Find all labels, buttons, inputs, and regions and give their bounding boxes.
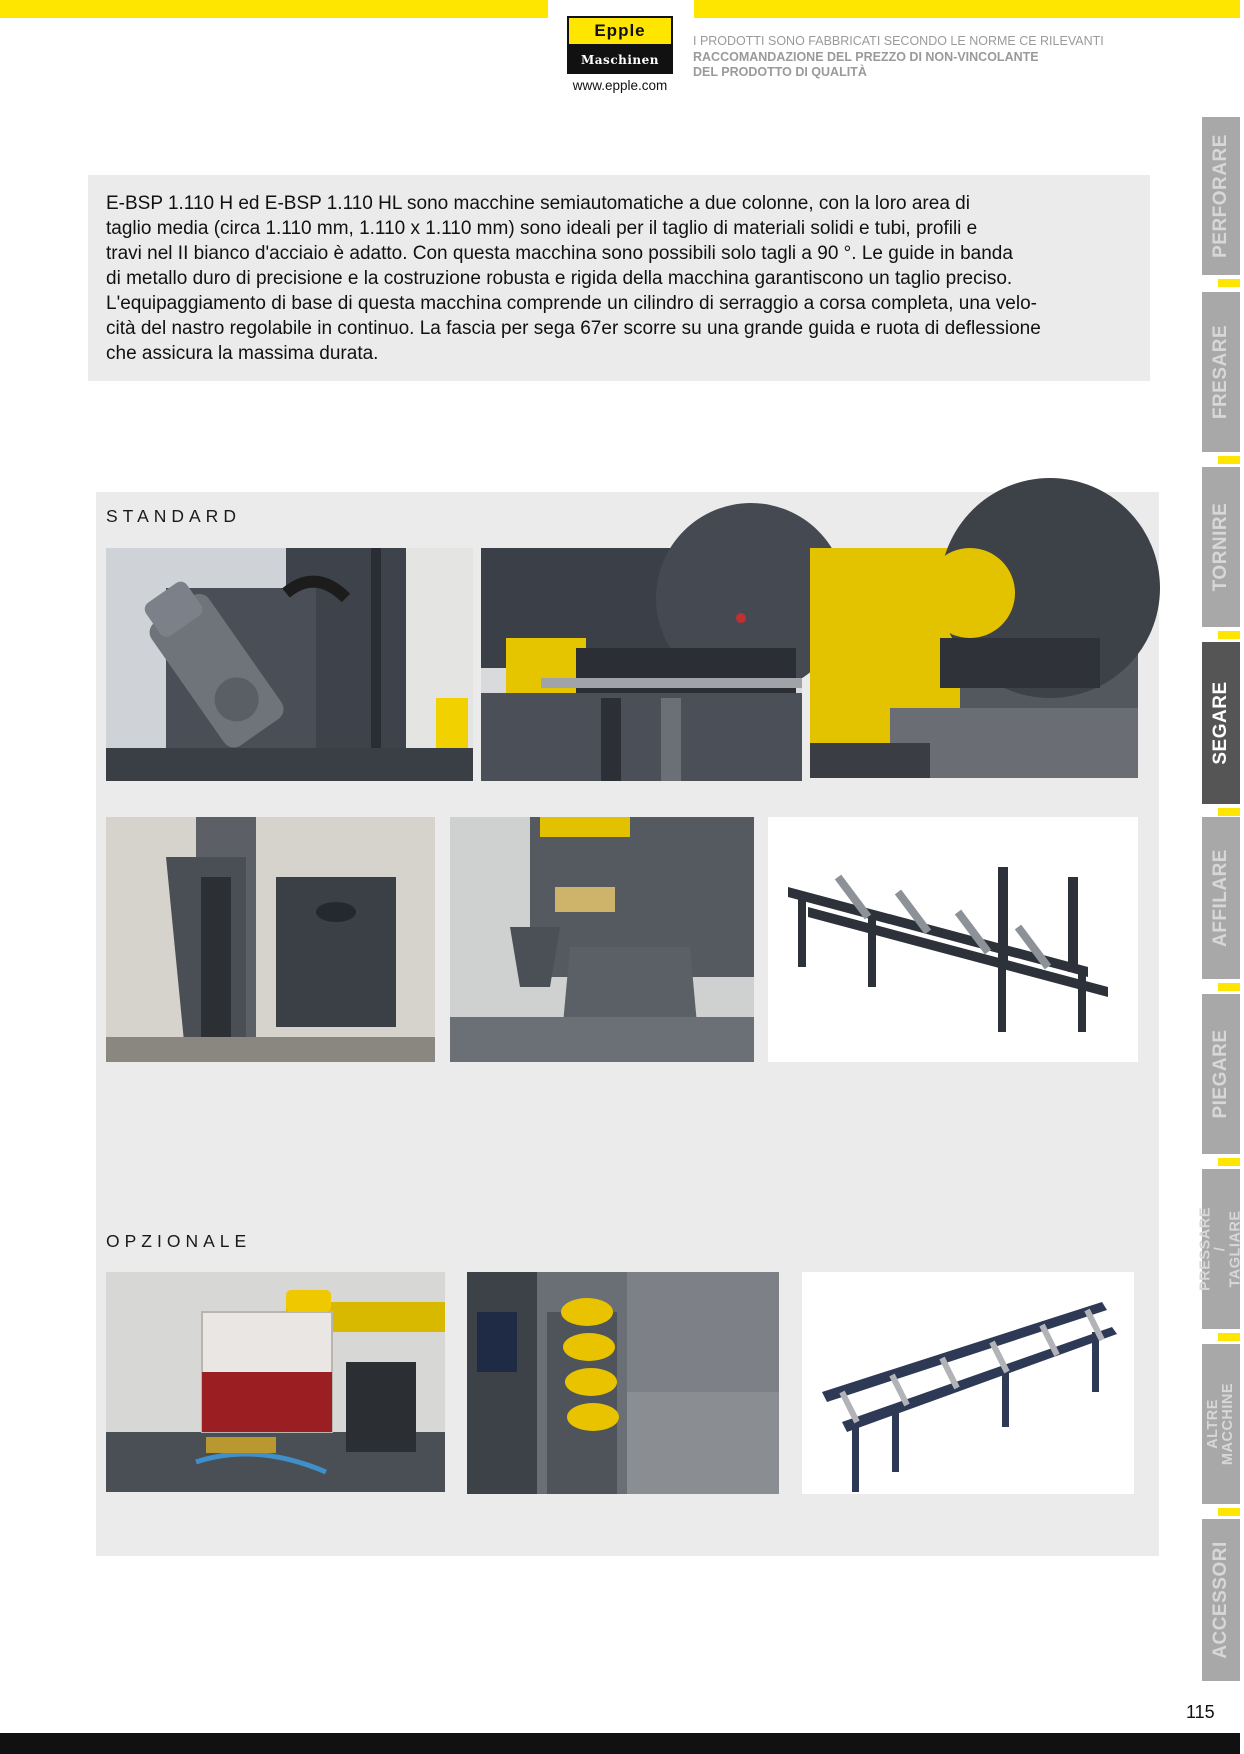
logo-subtitle: Maschinen <box>567 46 673 74</box>
section-title-standard: STANDARD <box>106 506 241 526</box>
tab-accent <box>1218 808 1240 816</box>
side-tab-fresare[interactable] <box>1202 292 1240 452</box>
side-tab-perforare[interactable] <box>1202 117 1240 275</box>
side-tab-tornire[interactable] <box>1202 467 1240 627</box>
side-tab-label: TORNIRE <box>1210 502 1231 592</box>
side-tab-label: SEGARE <box>1210 681 1231 765</box>
side-tab-label: ACCESSORI <box>1210 1541 1231 1659</box>
photo-lubrication-unit[interactable] <box>106 1272 445 1492</box>
photo-motor-gearbox[interactable] <box>106 548 473 781</box>
side-tab-accessori[interactable] <box>1202 1519 1240 1681</box>
tab-accent <box>1218 1158 1240 1166</box>
tab-accent <box>1218 456 1240 464</box>
photo-chip-conveyor[interactable] <box>106 817 435 1062</box>
side-tab-pressare-tagliare[interactable] <box>1197 1169 1244 1329</box>
photo-chip-tray[interactable] <box>450 817 754 1062</box>
tab-accent <box>1218 1333 1240 1341</box>
product-description: E-BSP 1.110 H ed E-BSP 1.110 HL sono macchine semiautomatiche a due colonne, con la loro area di taglio media (circa 1.110 mm, 1.110 x 1.110 mm) sono ideali per il taglio di materiali solidi e tubi, profili e travi nel II bianco d'acciaio è adatto. Con questa macchina sono possibili solo tagli a 90 °. Le guide in banda di metallo duro di precisione e la costruzione robusta e rigida della macchina garantiscono un taglio preciso. L'equipaggiamento di base di questa macchina comprende un cilindro di serraggio a corsa completa, una velo- cità del nastro regolabile in continuo. La fascia per sega 67er scorre su una grande guida e ruota di deflessione che assicura la massima durata. <box>106 193 1041 364</box>
header-line-3: DEL PRODOTTO DI QUALITÀ <box>693 65 867 79</box>
product-description-box <box>88 175 1150 381</box>
side-tab-altre-macchine[interactable] <box>1202 1344 1240 1504</box>
tab-accent <box>1218 631 1240 639</box>
epple-logo[interactable] <box>567 16 673 96</box>
photo-blade-guide[interactable] <box>481 548 802 781</box>
side-tab-label: ALTRE MACCHINE <box>1205 1382 1236 1466</box>
side-tab-label: PRESSARE / TAGLIARE <box>1197 1207 1244 1291</box>
page-number: 115 <box>1186 1702 1215 1722</box>
side-tab-label: PIEGARE <box>1210 1029 1231 1119</box>
photo-chip-auger[interactable] <box>467 1272 779 1494</box>
section-title-optional: OPZIONALE <box>106 1231 252 1251</box>
side-tab-label: FRESARE <box>1210 324 1231 420</box>
header-notice <box>693 34 1163 81</box>
photo-roller-table[interactable] <box>802 1272 1134 1494</box>
side-tab-piegare[interactable] <box>1202 994 1240 1154</box>
side-tab-label: PERFORARE <box>1210 134 1231 258</box>
tab-accent <box>1218 279 1240 287</box>
side-tab-segare[interactable] <box>1202 642 1240 804</box>
bottom-black-bar <box>0 1733 1240 1754</box>
side-tab-affilare[interactable] <box>1202 817 1240 979</box>
logo-wordmark: Epple <box>567 16 673 46</box>
top-yellow-bar-right <box>694 0 1240 18</box>
header-line-2: RACCOMANDAZIONE DEL PREZZO DI NON-VINCOLANTE <box>693 49 1039 64</box>
website-link[interactable]: www.epple.com <box>572 78 668 93</box>
side-tab-label: AFFILARE <box>1210 849 1231 947</box>
header-line-1: I PRODOTTI SONO FABBRICATI SECONDO LE NORME CE RILEVANTI <box>693 34 1104 48</box>
photo-yellow-column[interactable] <box>810 548 1138 778</box>
tab-accent <box>1218 1508 1240 1516</box>
tab-accent <box>1218 983 1240 991</box>
top-yellow-bar-left <box>0 0 548 18</box>
photo-roller-conveyor[interactable] <box>768 817 1138 1062</box>
